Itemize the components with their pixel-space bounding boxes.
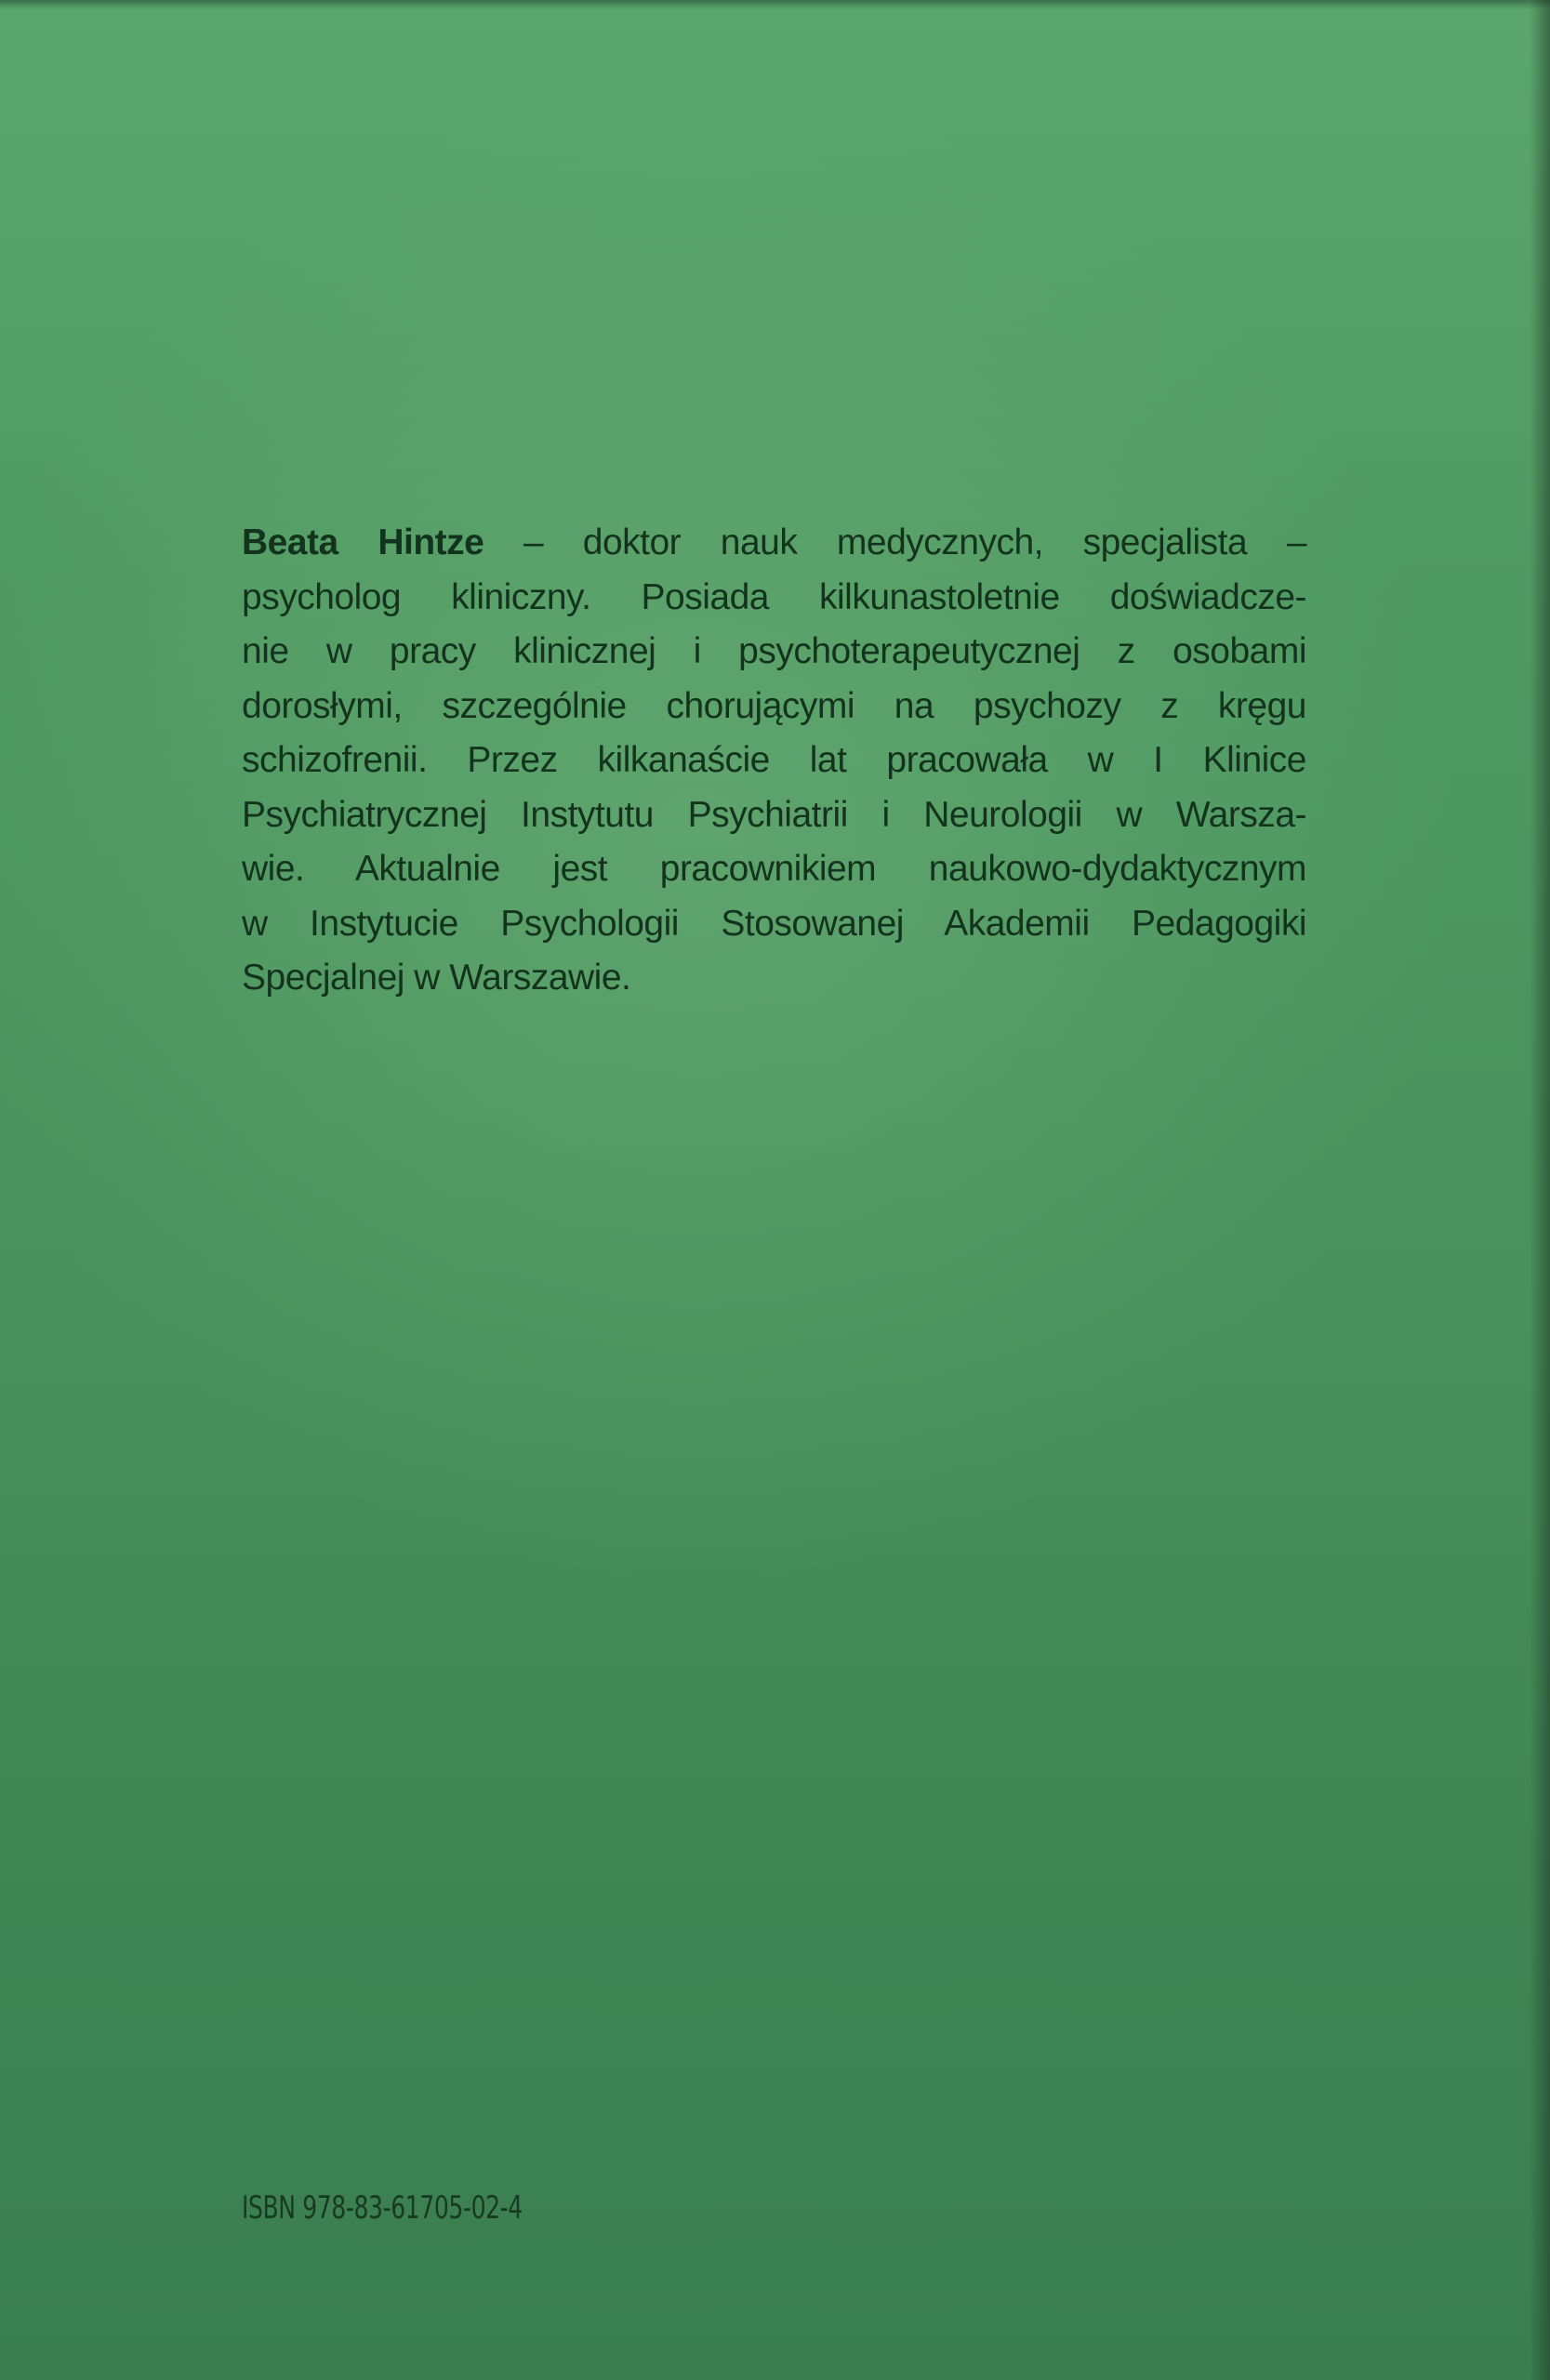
author-bio [242,516,1306,1006]
author-name: Beata Hintze [242,522,484,562]
cover-top-edge [0,0,1550,9]
bio-line: wie. Aktualnie jest pracownikiem naukowo-dydaktycznym [242,849,1306,889]
isbn-number: ISBN 978-83-61705-02-4 [242,2189,523,2227]
bio-line: nie w pracy klinicznej i psychoterapeutycznej z osobami [242,631,1306,671]
bio-line: Specjalnej w Warszawie. [242,958,631,998]
bio-line: Psychiatrycznej Instytutu Psychiatrii i Neurologii w Warsza- [242,794,1306,835]
bio-line-text: – doktor nauk medycznych, specjalista – [484,522,1307,562]
cover-right-edge [1530,0,1550,2380]
bio-line: w Instytucie Psychologii Stosowanej Akademii Pedagogiki [242,903,1306,944]
bio-line: schizofrenii. Przez kilkanaście lat pracowała w I Klinice [242,740,1306,780]
bio-line [242,516,1306,571]
bio-line: psycholog kliniczny. Posiada kilkunastoletnie doświadcze- [242,576,1306,617]
bio-line: dorosłymi, szczególnie chorującymi na psychozy z kręgu [242,685,1306,726]
